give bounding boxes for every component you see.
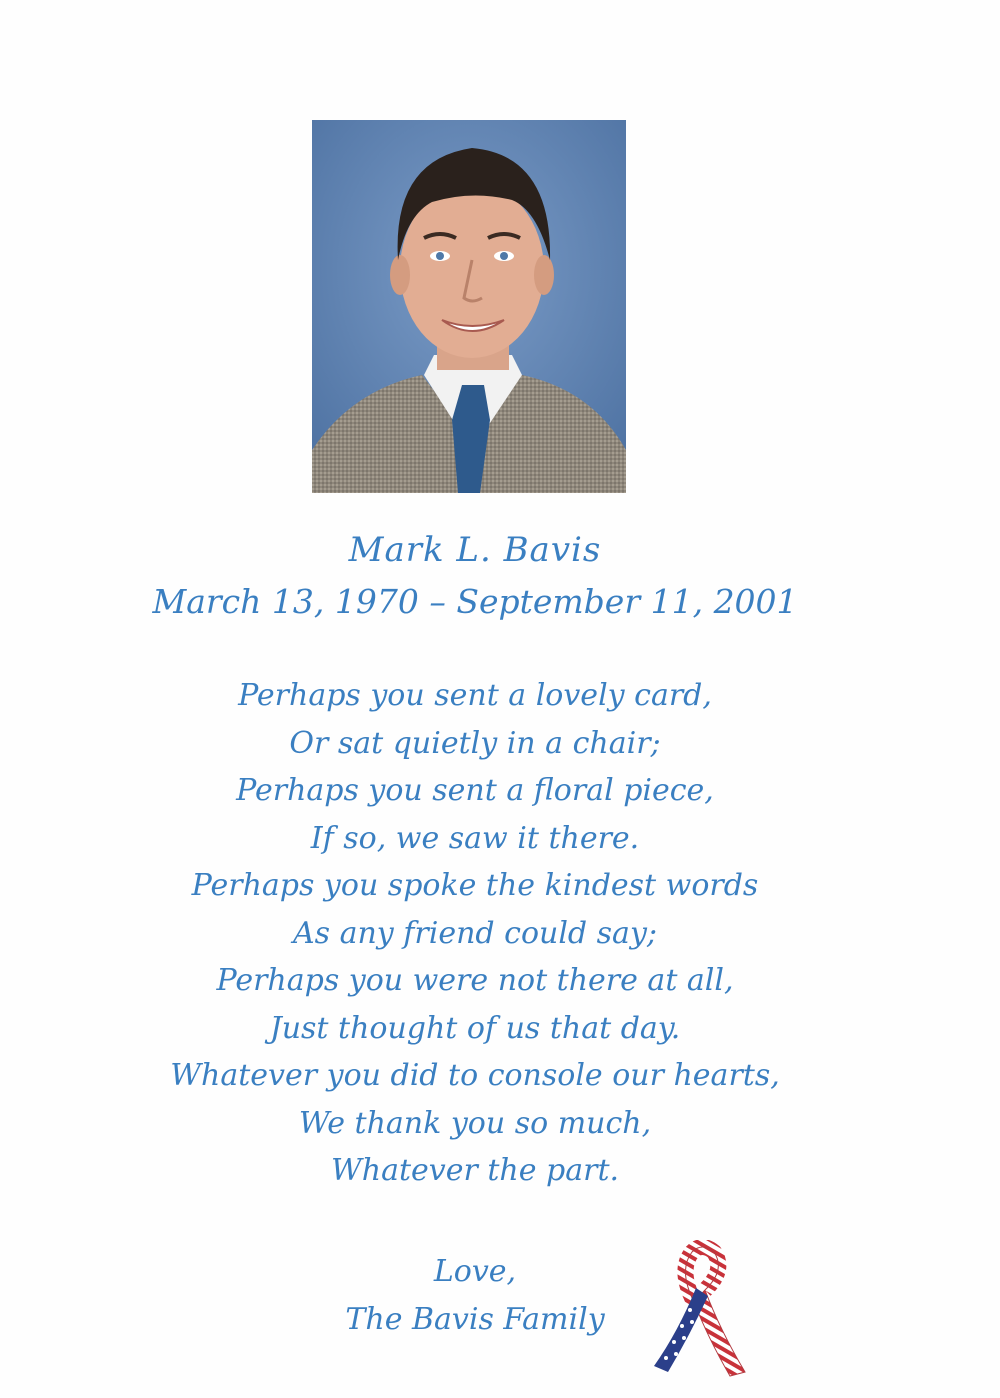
closing [0,1248,950,1344]
poem-line: If so, we saw it there. [310,820,640,856]
poem-line: Whatever you did to console our hearts, [170,1058,780,1093]
poem-line: Or sat quietly in a chair; [289,725,661,761]
poem-line: Perhaps you were not there at all, [216,963,734,998]
poem-line: Whatever the part. [330,1153,620,1188]
poem [0,672,950,1195]
closing-salutation: Love, [433,1254,517,1289]
poem-line: We thank you so much, [298,1105,652,1141]
poem-line: As any friend could say; [293,915,657,951]
poem-line: Perhaps you sent a floral piece, [236,773,714,808]
flag-ribbon-icon [650,1240,750,1380]
person-name: Mark L. Bavis [348,530,602,570]
poem-line: Perhaps you sent a lovely card, [238,678,712,713]
portrait-photo [312,120,626,493]
poem-line: Perhaps you spoke the kindest words [191,868,759,903]
poem-line: Just thought of us that day. [269,1010,681,1046]
life-dates: March 13, 1970 – September 11, 2001 [152,582,798,621]
closing-signature: The Bavis Family [345,1302,605,1337]
